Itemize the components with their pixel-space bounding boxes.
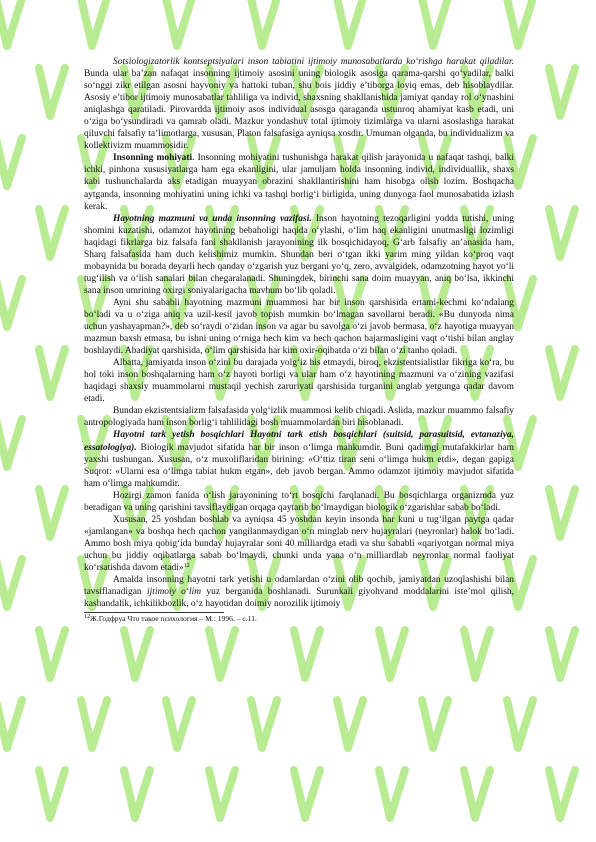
paragraph-sociologizing (84, 56, 514, 152)
watermark-icon (33, 764, 71, 824)
paragraph-body: Inson hayotning tezoqarligini yodda tutishi, uning shomini kuzatishi, odamzot hayotining bebaholigi haqida o‘ylashi, o‘lim haq ekanligini unutmasligi lozimligi haqidagi fikrlarga biz falsafa fani shakllanish jarayonining ilk bosqichidayoq, G‘arb falsafiy an’anasida ham, Sharq falsafasida ham duch kelishimiz mumkin. Shundan beri o‘tgan ikki yarim ming yildan ko‘proq vaqt mobaynida bu borada deyarli hech qanday o‘zgarish yuz bergani yo‘q, zero, avvalgidek, odamzotning hayot yo‘li tug‘ilish va o‘lish sanalari bilan chegaralanadi. Shuningdek, birinchi sana doim muayyan, aniq bo‘lsa, ikkinchi sana inson umrining oxirgi soniyalarigacha mavhum bo‘lib qoladi. (84, 213, 514, 296)
watermark-icon (160, 694, 198, 754)
watermark-icon (543, 343, 581, 403)
watermark-icon (543, 203, 581, 263)
paragraph-emphasis: ijtimoiy o‘lim (146, 587, 202, 598)
paragraph-body: Albatta, jamiyatda inson o‘zini bu darajada yolg‘iz his etmaydi, biroq, ekzistentsialistlar fikriga ko‘ra, bu hol toki inson boshqalarning ham o‘z hayoti borligi va ular ham o‘z hayotining mazmuni va o‘zining vazifasi haqidagi shaxsiy muammolarni mustaqil yechish zaruriyati qarshisida turganini anglab yetgunga qadar davom etadi. (84, 358, 514, 405)
watermark-icon (33, 62, 71, 122)
watermark-icon (75, 0, 113, 52)
watermark-icon (245, 0, 283, 52)
watermark-icon (543, 624, 581, 684)
watermark-icon (245, 694, 283, 754)
footnote-divider (84, 612, 224, 613)
paragraph-body: Xususan, 25 yoshdan boshlab va ayniqsa 45 yoshdan keyin insonda har kuni u tug‘ilgan paytga qadar «jamlangan» va boshqa hech qachon yangilanmaydigan o‘n minglab nerv hujayralari (neyronlar) halok bo‘ladi. Ammo bosh miya qobig‘ida bunday hujayralar soni 40 milliardga etadi va shu sababli «qariyotgan normal miya uchun bu jiddiy oqibatlarga sabab bo‘lmaydi, chunki unda yana o‘n milliardlab neyronlar normal faoliyat ko‘rsatishda davom etadi» (84, 514, 514, 573)
paragraph-body: Biologik mavjudot sifatida har bir inson o‘limga mahkumdir. Buni qadimgi mutafakkirlar ham yaxshi tushungan. Xususan, o‘z muxoliflaridan birining: «O‘ttiz tiran seni o‘limga hukm etdi», degan gapiga Suqrot: «Ularni esa o‘limga tabiat hukm etgan», deb javob bergan. Ammo odamzot ijtimoiy mavjudot sifatida ham o‘limga mahkumdir. (84, 442, 514, 489)
watermark-icon (33, 203, 71, 263)
watermark-icon (203, 624, 241, 684)
paragraph-lead: Sotsiologizatorlik kontseptsiyalari inson tabiatini ijtimoiy munosabatlarda ko‘rishga harakat qiladilar. (113, 57, 514, 67)
paragraph-body-text (84, 514, 514, 574)
paragraph-body: Amalda insonning hayotni tark yetishi u odamlardan o‘zini olib qochib, jamiyatdan uzoqlashishi bilan tavsiflanadigan (84, 575, 514, 598)
watermark-icon (416, 0, 454, 52)
document-page (84, 56, 514, 624)
paragraph-body: Bunda ular ba’zan nafaqat insonning ijtimoiy asosini uning biologik asosiga qarama-qarshi qo‘yadilar, balki so‘nggi zikr etilgan asosni hayvoniy va hattoki tuban, shu bois jiddiy e’tiborga loyiq emas, deb hisoblaydilar. Asosiy e’tibor ijtimoiy munosabatlar tahliliga va individ, shaxsning shakllanishida jamiyat qanday rol o‘ynashini aniqlashga qaratiladi. Pirovardda ijtimoiy asos individual asosga qaraganda ustunroq ahamiyat kasb etadi, uni o‘ziga bo‘ysundiradi va qamrab oladi. Mazkur yondashuv total ijtimoiy tizimlarga va ularni asoslashga harakat qiluvchi falsafiy ta’limotlarga, xususan, Platon falsafasiga ayniqsa xosdir. Umuman olganda, bu individualizm va kollektivizm muammosidir. (84, 69, 514, 152)
watermark-icon (501, 0, 539, 52)
watermark-icon (543, 62, 581, 122)
watermark-icon (416, 694, 454, 754)
watermark-icon (288, 624, 326, 684)
paragraph-essence (84, 152, 514, 212)
watermark-icon (160, 0, 198, 52)
watermark-icon (373, 624, 411, 684)
watermark-icon (458, 624, 496, 684)
footnote-reference[interactable]: 12 (183, 562, 190, 569)
watermark-icon (0, 413, 28, 473)
paragraph-lead: Hayotning mazmuni va unda insonning vazifasi. (113, 213, 312, 224)
paragraph-body-text (84, 297, 514, 357)
paragraph-body-text (84, 574, 514, 610)
watermark-icon (0, 132, 28, 192)
watermark-icon (118, 624, 156, 684)
watermark-icon (331, 694, 369, 754)
watermark-icon (75, 694, 113, 754)
watermark-icon (0, 694, 28, 754)
paragraph-body-text (84, 357, 514, 405)
watermark-icon (373, 764, 411, 824)
paragraph-body: yuz berganida boshlanadi. Surunkali giyohvand moddalarini iste’mol qilish, kashandalik, ichkilikbozlik, o‘z hayotidan doimiy norozilik ijtimoiy (84, 587, 514, 610)
watermark-icon (33, 483, 71, 543)
paragraph-body: . Insonning mohiyatini tushunishga harakat qilish jarayonida u nafaqat tashqi, balki ichki, pinhona xususiyatlarga ham ega ekanligini, ular jamuljam holda insonning individ, individuallik, shaxs kabi tushunchalarda aks etadigan muayyan obrazini shakllantirishini ham hisobga olish lozim. Boshqacha aytganda, insonning mohiyatini uning ichki va tashqi borlig‘i birligida, uning dunyoga faol munosabatida izlash kerak. (84, 153, 514, 212)
paragraph-body: Hozirgi zamon fanida o‘lish jarayonining to‘rt bosqichi farqlanadi. Bu bosqichlarga organizmda yuz beradigan va uning qarishini tavsiflaydigan orqaga qaytarib bo‘lmaydigan biologik o‘zgarishlar sabab bo‘ladi. (84, 490, 514, 513)
footnote (84, 614, 514, 624)
watermark-icon (33, 624, 71, 684)
watermark-icon (0, 0, 28, 52)
watermark-icon (331, 0, 369, 52)
watermark-icon (33, 343, 71, 403)
paragraph-meaning-of-life (84, 213, 514, 297)
paragraph-body: Bundan ekzistentsializm falsafasida yolg‘izlik muammosi kelib chiqadi. Aslida, mazkur muammo falsafiy antropologiyada ham inson borlig‘i tahlilidagi bosh muammolardan biri hisoblanadi. (84, 406, 514, 429)
paragraph-body-text (84, 405, 514, 429)
paragraph-leaving-life (84, 429, 514, 489)
watermark-icon (0, 273, 28, 333)
paragraph-lead: Insonning mohiyati (113, 153, 193, 164)
watermark-icon (458, 764, 496, 824)
paragraph-lead: Hayotni tark yetish bosqichlari Hayotni tark etish bosqichlari (suitsid, parasuitsid, evtanaziya, essatologiya). (84, 430, 514, 453)
watermark-icon (501, 694, 539, 754)
paragraph-body-text (84, 490, 514, 514)
watermark-icon (543, 483, 581, 543)
watermark-icon (203, 764, 241, 824)
watermark-icon (0, 553, 28, 613)
watermark-icon (288, 764, 326, 824)
paragraph-body: Ayni shu sababli hayotning mazmuni muammosi har bir inson qarshisida ertami-kechmi ko‘ndalang bo‘ladi va u o‘ziga aniq va uzil-kesil javob topish mumkin bo‘lmagan savollarni beradi. «Bu dunyoda nima uchun yashayapman?», deb so‘raydi o‘zidan inson va agar bu savolga o‘zi javob bermasa, o‘z hayotiga muayyan mazmun baxsh etmasa, bu ishni uning o‘rniga hech kim va hech qachon bajarmasligini vaqt o‘tishi bilan anglay boshlaydi. Abadiyat qarshisida, o‘lim qarshisida har kim oxir-oqibatda o‘zi bilan o‘zi tanho qoladi. (84, 297, 514, 357)
footnote-marker: 12 (84, 614, 90, 621)
footnote-text: Ж.Годфруа Что такое психология – М.: 1996. – с.11. (90, 614, 257, 624)
watermark-icon (543, 764, 581, 824)
watermark-icon (118, 764, 156, 824)
